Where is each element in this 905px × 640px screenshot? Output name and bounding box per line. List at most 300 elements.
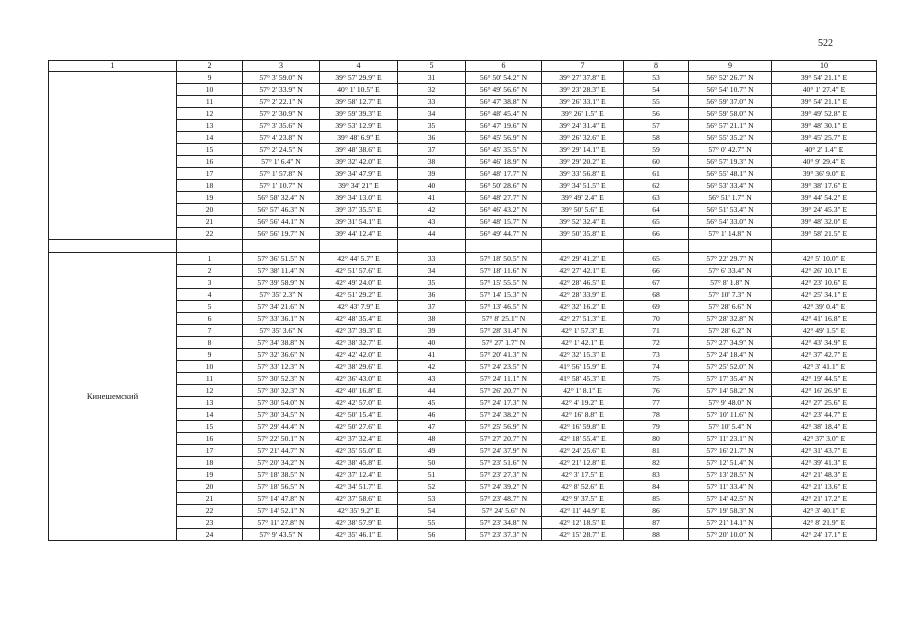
table-cell: 39° 52' 32.4" E [542,216,624,228]
table-cell: 57° 23' 48.7" N [466,493,542,505]
table-cell: 42° 41' 16.8" E [772,313,877,325]
table-cell: 57° 9' 43.5" N [243,529,320,541]
table-cell: 57° 21' 44.7" N [243,445,320,457]
table-row [49,72,877,84]
table-cell: 56° 57' 46.3" N [243,204,320,216]
table-cell: 57° 24' 39.2" N [466,481,542,493]
table-cell: 65 [624,253,689,265]
table-cell: 39° 27' 37.8" E [542,72,624,84]
table-cell: 57° 19' 58.3" N [689,505,772,517]
table-cell: 11 [177,373,243,385]
table-cell: 36 [398,132,466,144]
table-cell: 68 [624,289,689,301]
table-cell: 42° 24' 17.1" E [772,529,877,541]
table-cell: 33 [398,253,466,265]
empty-cell [689,240,772,253]
table-cell: 57° 30' 34.5" N [243,409,320,421]
table-cell: 39° 24' 45.3" E [772,204,877,216]
table-cell: 37 [398,301,466,313]
table-cell: 42° 43' 34.9" E [772,337,877,349]
table-cell: 57° 24' 37.9" N [466,445,542,457]
table-cell: 57° 20' 34.2" N [243,457,320,469]
table-cell: 40° 1' 27.4" E [772,84,877,96]
table-cell: 42° 38' 18.4" E [772,421,877,433]
column-header: 4 [320,61,398,72]
table-cell: 56° 48' 27.7" N [466,192,542,204]
table-cell: 42° 28' 46.5" E [542,277,624,289]
table-cell: 56° 46' 43.2" N [466,204,542,216]
table-cell: 48 [398,433,466,445]
table-cell: 85 [624,493,689,505]
table-cell: 56° 50' 28.6" N [466,180,542,192]
table-cell: 57° 23' 37.3" N [466,529,542,541]
table-cell: 39° 29' 20.2" E [542,156,624,168]
table-cell: 57° 14' 58.2" N [689,385,772,397]
table-cell: 42° 19' 44.5" E [772,373,877,385]
table-cell: 67 [624,277,689,289]
table-cell: 9 [177,72,243,84]
table-cell: 57° 18' 56.5" N [243,481,320,493]
table-cell: 54 [624,84,689,96]
table-cell: 13 [177,120,243,132]
table-cell: 39° 34' 47.9" E [320,168,398,180]
table-cell: 57° 13' 46.5" N [466,301,542,313]
table-cell: 70 [624,313,689,325]
table-cell: 42° 21' 12.8" E [542,457,624,469]
table-cell: 22 [177,228,243,240]
table-cell: 56° 47' 38.8" N [466,96,542,108]
table-cell: 57° 28' 31.4" N [466,325,542,337]
table-cell: 42° 51' 57.6" E [320,265,398,277]
table-cell: 57° 22' 29.7" N [689,253,772,265]
empty-cell [542,240,624,253]
table-cell: 39° 33' 56.8" E [542,168,624,180]
table-cell: 41 [398,192,466,204]
empty-cell [772,240,877,253]
table-cell: 39° 29' 14.1" E [542,144,624,156]
table-cell: 42° 48' 35.4" E [320,313,398,325]
table-cell: 73 [624,349,689,361]
table-cell: 7 [177,325,243,337]
table-cell: 56° 56' 44.1" N [243,216,320,228]
empty-cell [49,240,177,253]
empty-cell [624,240,689,253]
table-cell: 56° 49' 56.6" N [466,84,542,96]
table-cell: 55 [398,517,466,529]
table-cell: 39° 48' 6.9" E [320,132,398,144]
table-cell: 57° 10' 7.3" N [689,289,772,301]
table-cell: 42° 44' 5.7" E [320,253,398,265]
table-cell: 41 [398,349,466,361]
table-cell: 56° 59' 37.0" N [689,96,772,108]
table-cell: 57° 10' 5.4" N [689,421,772,433]
table-cell: 74 [624,361,689,373]
table-cell: 39° 24' 31.4" E [542,120,624,132]
table-cell: 57° 2' 33.9" N [243,84,320,96]
table-cell: 56° 53' 33.4" N [689,180,772,192]
table-cell: 57° 23' 27.3" N [466,469,542,481]
table-cell: 39° 58' 12.7" E [320,96,398,108]
table-cell: 75 [624,373,689,385]
table-cell: 57° 24' 18.4" N [689,349,772,361]
table-cell: 57° 25' 52.0" N [689,361,772,373]
table-cell: 86 [624,505,689,517]
table-cell: 57° 2' 24.5" N [243,144,320,156]
column-header: 6 [466,61,542,72]
table-cell: 57° 10' 11.6" N [689,409,772,421]
table-cell: 57° 24' 11.1" N [466,373,542,385]
table-cell: 57° 14' 47.8" N [243,493,320,505]
table-cell: 57° 8' 25.1" N [466,313,542,325]
table-cell: 57° 35' 3.6" N [243,325,320,337]
table-cell: 57° 28' 6.2" N [689,325,772,337]
column-header: 8 [624,61,689,72]
table-cell: 39° 38' 17.6" E [772,180,877,192]
table-cell: 57° 18' 50.5" N [466,253,542,265]
table-cell: 42° 35' 46.1" E [320,529,398,541]
table-cell: 57° 22' 50.1" N [243,433,320,445]
table-cell: 83 [624,469,689,481]
column-header: 3 [243,61,320,72]
table-cell: 57° 24' 23.5" N [466,361,542,373]
table-cell: 42° 32' 15.3" E [542,349,624,361]
table-cell: 56° 54' 10.7" N [689,84,772,96]
table-cell: 42° 24' 25.6" E [542,445,624,457]
table-cell: 57° 1' 57.8" N [243,168,320,180]
table-cell: 45 [398,397,466,409]
table-cell: 42° 1' 42.1" E [542,337,624,349]
table-cell: 39° 32' 42.0" E [320,156,398,168]
table-cell: 56° 51' 1.7" N [689,192,772,204]
table-cell: 41° 58' 45.3" E [542,373,624,385]
table-cell: 87 [624,517,689,529]
table-cell: 42° 4' 19.2" E [542,397,624,409]
table-cell: 21 [177,216,243,228]
table-cell: 77 [624,397,689,409]
table-cell: 57° 14' 15.3" N [466,289,542,301]
table-cell: 42° 39' 41.3" E [772,457,877,469]
table-cell: 17 [177,445,243,457]
table-cell: 42° 16' 59.8" E [542,421,624,433]
table-cell: 53 [624,72,689,84]
table-cell: 57° 1' 6.4" N [243,156,320,168]
table-cell: 56° 48' 45.4" N [466,108,542,120]
table-cell: 6 [177,313,243,325]
table-cell: 57° 24' 5.6" N [466,505,542,517]
table-cell: 42° 16' 26.9" E [772,385,877,397]
table-cell: 42° 37' 58.6" E [320,493,398,505]
table-cell: 32 [398,84,466,96]
table-cell: 42° 27' 51.3" E [542,313,624,325]
table-cell: 79 [624,421,689,433]
table-cell: 19 [177,192,243,204]
table-cell: 42° 49' 1.5" E [772,325,877,337]
table-cell: 88 [624,529,689,541]
table-cell: 39° 34' 13.0" E [320,192,398,204]
table-cell: 11 [177,96,243,108]
table-cell: 56 [398,529,466,541]
table-cell: 57° 34' 21.6" N [243,301,320,313]
table-cell: 57° 18' 38.5" N [243,469,320,481]
table-cell: 57° 6' 33.4" N [689,265,772,277]
table-cell: 57° 8' 1.8" N [689,277,772,289]
table-cell: 56° 57' 19.3" N [689,156,772,168]
table-cell: 61 [624,168,689,180]
table-cell: 42° 37' 39.3" E [320,325,398,337]
table-cell: 39° 57' 29.9" E [320,72,398,84]
table-cell: 57° 27' 34.9" N [689,337,772,349]
table-cell: 57° 12' 51.4" N [689,457,772,469]
table-cell: 78 [624,409,689,421]
table-cell: 51 [398,469,466,481]
table-cell: 39° 31' 54.1" E [320,216,398,228]
table-cell: 24 [177,529,243,541]
table-cell: 42° 38' 32.7" E [320,337,398,349]
table-cell: 19 [177,469,243,481]
table-cell: 52 [398,481,466,493]
table-cell: 57° 3' 35.6" N [243,120,320,132]
table-cell: 39° 26' 33.1" E [542,96,624,108]
table-cell: 40 [398,180,466,192]
table-cell: 57° 26' 20.7" N [466,385,542,397]
table-cell: 56° 52' 26.7" N [689,72,772,84]
table-cell: 13 [177,397,243,409]
table-cell: 42° 37' 42.7" E [772,349,877,361]
table-cell: 57° 36' 51.5" N [243,253,320,265]
table-cell: 3 [177,277,243,289]
table-cell: 56° 54' 33.0" N [689,216,772,228]
table-cell: 47 [398,421,466,433]
column-header: 10 [772,61,877,72]
table-cell: 39° 34' 51.5" E [542,180,624,192]
table-cell: 40° 2' 1.4" E [772,144,877,156]
table-cell: 35 [398,277,466,289]
table-cell: 39° 50' 35.8" E [542,228,624,240]
table-cell: 39° 54' 21.1" E [772,96,877,108]
table-cell: 42° 5' 10.0" E [772,253,877,265]
region-name [49,72,177,240]
table-cell: 53 [398,493,466,505]
table-cell: 44 [398,385,466,397]
table-cell: 16 [177,433,243,445]
table-cell: 42° 42' 57.0" E [320,397,398,409]
table-cell: 17 [177,168,243,180]
table-cell: 42° 50' 15.4" E [320,409,398,421]
table-cell: 42° 3' 40.1" E [772,505,877,517]
table-cell: 8 [177,337,243,349]
table-cell: 63 [624,192,689,204]
table-cell: 42° 18' 55.4" E [542,433,624,445]
table-cell: 42° 1' 8.1" E [542,385,624,397]
table-cell: 57° 20' 10.0" N [689,529,772,541]
table-cell: 14 [177,132,243,144]
table-cell: 57° 17' 35.4" N [689,373,772,385]
table-cell: 57° 39' 58.9" N [243,277,320,289]
table-cell: 58 [624,132,689,144]
table-cell: 56° 55' 35.2" N [689,132,772,144]
table-cell: 42° 15' 28.7" E [542,529,624,541]
table-cell: 57° 9' 48.0" N [689,397,772,409]
table-cell: 42° 50' 27.6" E [320,421,398,433]
table-cell: 57° 4' 23.8" N [243,132,320,144]
table-cell: 56° 51' 53.4" N [689,204,772,216]
table-cell: 40° 9' 29.4" E [772,156,877,168]
table-cell: 42° 38' 45.8" E [320,457,398,469]
table-cell: 42° 38' 29.6" E [320,361,398,373]
table-cell: 31 [398,72,466,84]
table-cell: 57 [624,120,689,132]
table-cell: 42° 39' 0.4" E [772,301,877,313]
table-body [49,72,877,541]
table-cell: 55 [624,96,689,108]
region-name: Кинешемский [49,253,177,541]
table-cell: 39° 44' 54.2" E [772,192,877,204]
column-header: 7 [542,61,624,72]
column-header: 9 [689,61,772,72]
table-cell: 57° 33' 36.1" N [243,313,320,325]
table-cell: 57° 27' 20.7" N [466,433,542,445]
table-cell: 42° 29' 41.2" E [542,253,624,265]
table-cell: 42° 8' 21.9" E [772,517,877,529]
table-cell: 42° 42' 42.0" E [320,349,398,361]
table-cell: 42° 21' 48.3" E [772,469,877,481]
table-cell: 56° 47' 19.6" N [466,120,542,132]
table-cell: 42° 28' 33.9" E [542,289,624,301]
page-number: 522 [818,38,833,49]
table-cell: 20 [177,481,243,493]
table-cell: 2 [177,265,243,277]
table-cell: 60 [624,156,689,168]
table-cell: 43 [398,373,466,385]
empty-cell [177,240,243,253]
table-cell: 42 [398,361,466,373]
table-cell: 57° 30' 52.3" N [243,373,320,385]
table-cell: 15 [177,421,243,433]
table-cell: 56 [624,108,689,120]
table-cell: 33 [398,96,466,108]
table-cell: 42° 31' 43.7" E [772,445,877,457]
table-cell: 42° 35' 9.2" E [320,505,398,517]
table-cell: 56° 58' 32.4" N [243,192,320,204]
table-cell: 57° 28' 6.6" N [689,301,772,313]
table-cell: 39° 26' 32.6" E [542,132,624,144]
table-cell: 66 [624,265,689,277]
table-cell: 76 [624,385,689,397]
table-cell: 34 [398,108,466,120]
table-cell: 57° 14' 52.1" N [243,505,320,517]
table-cell: 39° 58' 21.5" E [772,228,877,240]
table-cell: 57° 1' 14.8" N [689,228,772,240]
table-cell: 56° 57' 21.1" N [689,120,772,132]
table-cell: 57° 15' 55.5" N [466,277,542,289]
table-cell: 20 [177,204,243,216]
table-cell: 34 [398,265,466,277]
table-cell: 39° 48' 38.6" E [320,144,398,156]
table-cell: 56° 59' 58.0" N [689,108,772,120]
table-cell: 57° 30' 54.0" N [243,397,320,409]
table-cell: 57° 33' 12.3" N [243,361,320,373]
table-cell: 49 [398,445,466,457]
table-cell: 15 [177,144,243,156]
table-cell: 42° 35' 55.0" E [320,445,398,457]
empty-cell [398,240,466,253]
table-cell: 38 [398,313,466,325]
table-cell: 42° 38' 57.9" E [320,517,398,529]
table-cell: 1 [177,253,243,265]
table-cell: 64 [624,204,689,216]
table-cell: 57° 0' 42.7" N [689,144,772,156]
table-cell: 39° 23' 28.3" E [542,84,624,96]
table-cell: 57° 29' 44.4" N [243,421,320,433]
table-cell: 57° 32' 36.6" N [243,349,320,361]
table-cell: 39° 49' 52.8" E [772,108,877,120]
table-cell: 81 [624,445,689,457]
table-cell: 56° 55' 48.1" N [689,168,772,180]
table-cell: 42° 36' 43.0" E [320,373,398,385]
table-cell: 57° 13' 28.5" N [689,469,772,481]
table-cell: 42° 1' 57.3" E [542,325,624,337]
table-cell: 57° 35' 2.3" N [243,289,320,301]
table-row [49,253,877,265]
header-row [49,61,877,72]
table-cell: 39° 50' 5.6" E [542,204,624,216]
table-cell: 14 [177,409,243,421]
table-cell: 42° 9' 37.5" E [542,493,624,505]
table-cell: 42° 27' 42.1" E [542,265,624,277]
section-separator-row [49,240,877,253]
table-cell: 44 [398,228,466,240]
table-cell: 57° 20' 41.3" N [466,349,542,361]
table-cell: 10 [177,84,243,96]
column-header: 5 [398,61,466,72]
table-cell: 39° 37' 35.5" E [320,204,398,216]
table-cell: 42° 37' 12.4" E [320,469,398,481]
table-cell: 57° 11' 23.1" N [689,433,772,445]
table-cell: 39° 49' 2.4" E [542,192,624,204]
empty-cell [243,240,320,253]
table-cell: 5 [177,301,243,313]
table-cell: 42° 3' 17.5" E [542,469,624,481]
table-cell: 42 [398,204,466,216]
table-cell: 42° 43' 7.9" E [320,301,398,313]
table-cell: 57° 11' 27.8" N [243,517,320,529]
empty-cell [466,240,542,253]
table-cell: 39° 36' 9.0" E [772,168,877,180]
table-cell: 57° 1' 10.7" N [243,180,320,192]
table-cell: 56° 49' 44.7" N [466,228,542,240]
table-cell: 42° 23' 10.6" E [772,277,877,289]
table-cell: 56° 50' 54.2" N [466,72,542,84]
table-cell: 39 [398,325,466,337]
table-cell: 39° 48' 32.0" E [772,216,877,228]
column-header: 2 [177,61,243,72]
table-cell: 39° 26' 1.5" E [542,108,624,120]
table-cell: 42° 37' 32.4" E [320,433,398,445]
table-cell: 42° 25' 34.1" E [772,289,877,301]
table-cell: 57° 34' 38.8" N [243,337,320,349]
table-cell: 56° 48' 15.7" N [466,216,542,228]
table-cell: 39 [398,168,466,180]
table-cell: 69 [624,301,689,313]
table-cell: 23 [177,517,243,529]
table-cell: 57° 30' 32.3" N [243,385,320,397]
table-cell: 39° 44' 12.4" E [320,228,398,240]
table-cell: 18 [177,457,243,469]
coordinates-table [48,60,877,541]
table-cell: 56° 46' 18.9" N [466,156,542,168]
table-cell: 57° 24' 17.3" N [466,397,542,409]
table-cell: 42° 40' 16.8" E [320,385,398,397]
